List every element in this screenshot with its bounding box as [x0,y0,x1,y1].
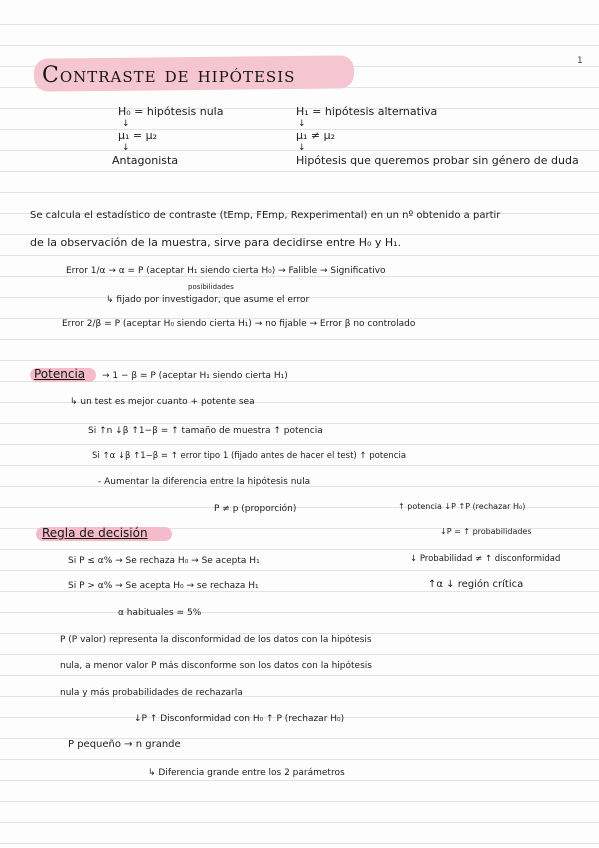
potencia-line-2: Si ↑n ↓β ↑1−β = ↑ tamaño de muestra ↑ potencia [88,426,323,436]
h1-arrow-2: ↓ [298,143,306,153]
pvalue-line-6: ↳ Diferencia grande entre los 2 parámetros [148,768,345,778]
pvalue-line-5: P pequeño → n grande [68,739,181,750]
potencia-line-5: P ≠ p (proporción) [214,504,297,514]
error1-sub: posibilidades [188,283,234,291]
pvalue-line-3: nula y más probabilidades de rechazarla [60,688,243,698]
regla-note-top: ↓P = ↑ probabilidades [440,527,532,536]
page-number: 1 [577,56,583,66]
regla-rule-1: Si P ≤ α% → Se rechaza H₀ → Se acepta H₁ [68,556,260,566]
intro-line-2: de la observación de la muestra, sirve para decidirse entre H₀ y H₁. [30,236,402,249]
potencia-definition: → 1 − β = P (aceptar H₁ siendo cierta H₁) [102,371,288,381]
h1-name: Hipótesis que queremos probar sin género de duda [296,154,579,167]
potencia-line-1: ↳ un test es mejor cuanto + potente sea [70,397,255,407]
pvalue-line-2: nula, a menor valor P más disconforme son los datos con la hipótesis [60,661,372,671]
error2-line: Error 2/β = P (aceptar H₀ siendo cierta H₁) → no fijable → Error β no controlado [62,319,416,329]
regla-rule-2-note: ↑α ↓ región crítica [428,579,524,590]
h0-name: Antagonista [112,154,179,167]
error1-fixed: ↳ fijado por investigador, que asume el error [106,295,310,305]
h0-equation: μ₁ = μ₂ [118,129,158,142]
potencia-heading: Potencia [34,367,86,381]
h0-definition: H₀ = hipótesis nula [118,105,224,118]
h1-equation: μ₁ ≠ μ₂ [296,129,336,142]
h1-definition: H₁ = hipótesis alternativa [296,105,438,118]
h0-arrow: ↓ [122,119,130,129]
regla-rule-1-note: ↓ Probabilidad ≠ ↑ disconformidad [410,554,561,564]
h1-arrow: ↓ [298,119,306,129]
page-title: Contraste de hipótesis [42,63,296,88]
h0-arrow-2: ↓ [122,143,130,153]
pvalue-line-4: ↓P ↑ Disconformidad con H₀ ↑ P (rechazar H₀) [134,714,345,724]
pvalue-line-1: P (P valor) representa la disconformidad de los datos con la hipótesis [60,635,372,645]
intro-line-1: Se calcula el estadístico de contraste (tEmp, FEmp, Rexperimental) en un nº obtenido a partir [30,210,501,221]
error1-line: Error 1/α → α = P (aceptar H₁ siendo cierta H₀) → Falible → Significativo [66,266,386,276]
potencia-line-6: ↑ potencia ↓P ↑P (rechazar H₀) [398,502,526,511]
potencia-line-3: Si ↑α ↓β ↑1−β = ↑ error tipo 1 (fijado antes de hacer el test) ↑ potencia [92,451,407,461]
regla-rule-2: Si P > α% → Se acepta H₀ → se rechaza H₁ [68,581,259,591]
regla-rule-3: α habituales = 5% [118,608,202,618]
regla-heading: Regla de decisión [42,526,148,540]
potencia-line-4: - Aumentar la diferencia entre la hipótesis nula [98,477,311,487]
